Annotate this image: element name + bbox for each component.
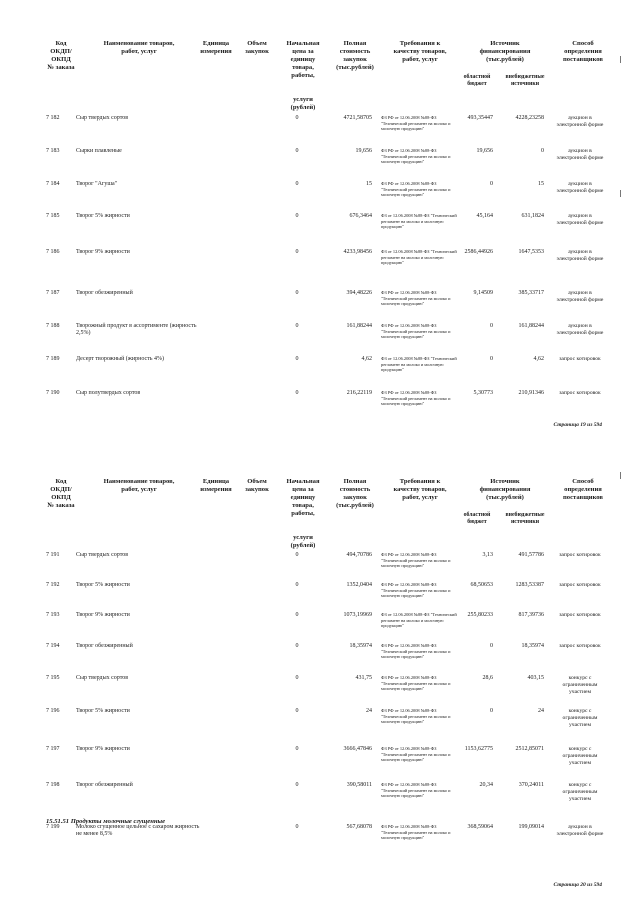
row-requirements: ФЗ РФ от 12.06.2008 №88-ФЗ "Технический регламент на молоко и молочную продукцию" <box>381 290 451 307</box>
header-financing-regional: областной бюджет <box>463 512 491 525</box>
row-method: аукцион в электронной форме <box>556 148 604 161</box>
row-cost: 567,68078 <box>346 824 372 830</box>
row-requirements: ФЗ РФ от 12.06.2008 №88-ФЗ "Технический регламент на молоко и молочную продукцию" <box>381 323 451 340</box>
row-code: 7 187 <box>46 290 60 296</box>
row-name: Десерт творожный (жирность 4%) <box>76 356 165 362</box>
header-method: Способ определения поставщиков <box>563 478 603 501</box>
row-requirements: ФЗ РФ от 12.06.2008 №88-ФЗ "Технический регламент на молоко и молочную продукцию" <box>381 115 451 132</box>
header-financing: Источник финансирования (тыс.рублей) <box>479 478 531 501</box>
row-regional-budget: 68,50653 <box>470 582 493 588</box>
row-regional-budget: 5,30773 <box>473 390 493 396</box>
row-code: 7 197 <box>46 746 60 752</box>
row-regional-budget: 20,34 <box>479 782 493 788</box>
row-cost: 676,3464 <box>349 213 372 219</box>
row-method: запрос котировок <box>559 390 601 396</box>
row-requirements: ФЗ РФ от 12.06.2008 №88-ФЗ "Технический регламент на молоко и молочную продукцию" <box>381 675 451 692</box>
row-cost: 431,75 <box>355 675 372 681</box>
scan-mark <box>620 472 621 479</box>
header-financing-extra: внебюджетные источники <box>505 512 545 525</box>
row-cost: 216,22119 <box>346 390 372 396</box>
row-name: Творог 5% жирности <box>76 213 130 219</box>
document-page-20 <box>0 440 640 905</box>
row-method: аукцион в электронной форме <box>556 323 604 336</box>
row-requirements: ФЗ РФ от 12.06.2008 №88-ФЗ "Технический регламент на молоко и молочную продукцию" <box>381 824 451 841</box>
header-financing-extra: внебюджетные источники <box>505 74 545 87</box>
row-code: 7 185 <box>46 213 60 219</box>
row-regional-budget: 0 <box>490 323 493 329</box>
row-extra-budget: 491,57786 <box>518 552 544 558</box>
header-name: Наименование товаров, работ, услуг <box>103 40 175 55</box>
row-extra-budget: 0 <box>541 148 544 154</box>
header-method: Способ определения поставщиков <box>563 40 603 63</box>
header-cost: Полная стоимость закупок (тыс.рублей) <box>336 478 374 509</box>
row-code: 7 199 <box>46 824 60 830</box>
row-name: Сыр твердых сортов <box>76 675 129 681</box>
row-price: 0 <box>295 552 299 558</box>
row-method: аукцион в электронной форме <box>556 115 604 128</box>
row-price: 0 <box>295 675 299 681</box>
row-cost: 19,656 <box>355 148 372 154</box>
header-volume: Объем закупок <box>245 478 269 493</box>
row-method: запрос котировок <box>559 582 601 588</box>
header-price: Начальная цена за единицу товара, работы, <box>286 478 320 517</box>
row-cost: 161,88244 <box>346 323 372 329</box>
row-method: аукцион в электронной форме <box>556 181 604 194</box>
row-requirements: ФЗ от 12.06.2008 №88-ФЗ "Технический регламент на молоко и молочную продукцию" <box>381 356 457 373</box>
row-method: конкурс с ограниченным участием <box>562 782 598 802</box>
row-price: 0 <box>295 708 299 714</box>
row-method: аукцион в электронной форме <box>556 290 604 303</box>
row-requirements: ФЗ РФ от 12.06.2008 №88-ФЗ "Технический регламент на молоко и молочную продукцию" <box>381 181 451 198</box>
row-price: 0 <box>295 249 299 255</box>
row-name: Творог обезжиренный <box>76 643 133 649</box>
row-price: 0 <box>295 323 299 329</box>
row-extra-budget: 817,39736 <box>518 612 544 618</box>
row-cost: 390,58011 <box>346 782 372 788</box>
row-name: Творог обезжиренный <box>76 782 133 788</box>
row-requirements: ФЗ от 12.06.2008 №88-ФЗ "Технический регламент на молоко и молочную продукцию" <box>381 213 457 230</box>
header-volume: Объем закупок <box>245 40 269 55</box>
row-method: запрос котировок <box>559 612 601 618</box>
row-extra-budget: 18,35974 <box>521 643 544 649</box>
row-regional-budget: 0 <box>490 708 493 714</box>
row-cost: 4721,58705 <box>343 115 372 121</box>
row-code: 7 182 <box>46 115 60 121</box>
row-method: конкурс с ограниченным участием <box>562 675 598 695</box>
row-extra-budget: 1283,53387 <box>515 582 544 588</box>
row-requirements: ФЗ РФ от 12.06.2008 №88-ФЗ "Технический регламент на молоко и молочную продукцию" <box>381 582 451 599</box>
row-method: аукцион в электронной форме <box>556 249 604 262</box>
row-price: 0 <box>295 181 299 187</box>
row-regional-budget: 0 <box>490 181 493 187</box>
section-heading: 15.51.51 Продукты молочные сгущенные <box>46 818 166 825</box>
header-price-sub: услуги (рублей) <box>290 96 316 111</box>
row-name: Творог "Агуша" <box>76 181 118 187</box>
row-requirements: ФЗ РФ от 12.06.2008 №88-ФЗ "Технический регламент на молоко и молочную продукцию" <box>381 148 451 165</box>
row-code: 7 193 <box>46 612 60 618</box>
row-method: запрос котировок <box>559 552 601 558</box>
row-regional-budget: 255,80233 <box>467 612 493 618</box>
header-code: Код ОКДП/ ОКПД № заказа <box>47 478 75 509</box>
row-method: запрос котировок <box>559 643 601 649</box>
header-financing: Источник финансирования (тыс.рублей) <box>479 40 531 63</box>
row-code: 7 195 <box>46 675 60 681</box>
row-regional-budget: 0 <box>490 643 493 649</box>
row-code: 7 196 <box>46 708 60 714</box>
header-code: Код ОКДП/ ОКПД № заказа <box>47 40 75 71</box>
row-requirements: ФЗ от 12.06.2008 №88-ФЗ "Технический регламент на молоко и молочную продукцию" <box>381 249 457 266</box>
row-name: Творог 5% жирности <box>76 582 130 588</box>
row-price: 0 <box>295 824 299 830</box>
row-regional-budget: 368,59064 <box>467 824 493 830</box>
row-cost: 1352,0404 <box>346 582 372 588</box>
row-regional-budget: 9,14509 <box>473 290 493 296</box>
scan-mark <box>620 190 621 197</box>
row-extra-budget: 385,33717 <box>518 290 544 296</box>
row-code: 7 186 <box>46 249 60 255</box>
header-requirements: Требования к качеству товаров, работ, услуг <box>393 478 447 501</box>
row-regional-budget: 2586,44926 <box>464 249 493 255</box>
row-method: аукцион в электронной форме <box>556 213 604 226</box>
row-name: Творог 9% жирности <box>76 612 130 618</box>
row-regional-budget: 1153,62775 <box>464 746 493 752</box>
row-code: 7 183 <box>46 148 60 154</box>
row-method: конкурс с ограниченным участием <box>562 746 598 766</box>
row-extra-budget: 631,1824 <box>521 213 544 219</box>
row-extra-budget: 15 <box>538 181 544 187</box>
header-requirements: Требования к качеству товаров, работ, услуг <box>393 40 447 63</box>
row-regional-budget: 45,164 <box>476 213 493 219</box>
row-code: 7 191 <box>46 552 60 558</box>
row-extra-budget: 403,15 <box>527 675 544 681</box>
row-regional-budget: 0 <box>490 356 493 362</box>
header-unit: Единица измерения <box>200 40 232 55</box>
row-cost: 494,70786 <box>346 552 372 558</box>
row-price: 0 <box>295 643 299 649</box>
row-code: 7 198 <box>46 782 60 788</box>
row-extra-budget: 24 <box>538 708 544 714</box>
row-name: Сырки плавленые <box>76 148 122 154</box>
row-extra-budget: 210,91346 <box>518 390 544 396</box>
header-price: Начальная цена за единицу товара, работы, <box>286 40 320 79</box>
row-requirements: ФЗ РФ от 12.06.2008 №88-ФЗ "Технический регламент на молоко и молочную продукцию" <box>381 552 451 569</box>
row-name: Творожный продукт в ассортименте (жирность 2,5%) <box>76 323 197 336</box>
scan-mark <box>620 56 621 63</box>
document-page-19 <box>0 0 640 440</box>
row-cost: 1073,19969 <box>343 612 372 618</box>
row-price: 0 <box>295 356 299 362</box>
row-name: Творог обезжиренный <box>76 290 133 296</box>
row-price: 0 <box>295 390 299 396</box>
row-price: 0 <box>295 782 299 788</box>
row-price: 0 <box>295 290 299 296</box>
header-financing-regional: областной бюджет <box>463 74 491 87</box>
row-extra-budget: 199,09014 <box>518 824 544 830</box>
row-cost: 394,48226 <box>346 290 372 296</box>
row-code: 7 188 <box>46 323 60 329</box>
row-name: Творог 5% жирности <box>76 708 130 714</box>
row-price: 0 <box>295 213 299 219</box>
row-name: Сыр твердых сортов <box>76 115 129 121</box>
row-price: 0 <box>295 746 299 752</box>
row-price: 0 <box>295 115 299 121</box>
row-name: Сыр твердых сортов <box>76 552 129 558</box>
row-regional-budget: 28,6 <box>482 675 493 681</box>
row-extra-budget: 4,62 <box>533 356 544 362</box>
row-code: 7 192 <box>46 582 60 588</box>
row-name: Творог 9% жирности <box>76 249 130 255</box>
row-code: 7 184 <box>46 181 60 187</box>
row-extra-budget: 370,24011 <box>518 782 544 788</box>
header-cost: Полная стоимость закупок (тыс.рублей) <box>336 40 374 71</box>
row-name: Творог 9% жирности <box>76 746 130 752</box>
row-extra-budget: 1647,5353 <box>518 249 544 255</box>
row-requirements: ФЗ РФ от 12.06.2008 №88-ФЗ "Технический регламент на молоко и молочную продукцию" <box>381 643 451 660</box>
row-code: 7 190 <box>46 390 60 396</box>
row-price: 0 <box>295 582 299 588</box>
row-regional-budget: 493,35447 <box>467 115 493 121</box>
row-method: конкурс с ограниченным участием <box>562 708 598 728</box>
row-code: 7 194 <box>46 643 60 649</box>
row-name: Молоко сгущенное цельное с сахаром жирность не менее 8,5% <box>76 824 200 837</box>
row-cost: 24 <box>366 708 372 714</box>
row-method: запрос котировок <box>559 356 601 362</box>
row-price: 0 <box>295 148 299 154</box>
row-requirements: ФЗ РФ от 12.06.2008 №88-ФЗ "Технический регламент на молоко и молочную продукцию" <box>381 746 451 763</box>
row-requirements: ФЗ РФ от 12.06.2008 №88-ФЗ "Технический регламент на молоко и молочную продукцию" <box>381 782 451 799</box>
row-regional-budget: 19,656 <box>476 148 493 154</box>
row-cost: 15 <box>366 181 372 187</box>
page-number: Страница 19 из 594 <box>553 422 602 428</box>
header-unit: Единица измерения <box>200 478 232 493</box>
row-name: Сыр полутвердых сортов <box>76 390 141 396</box>
row-requirements: ФЗ от 12.06.2008 №88-ФЗ "Технический регламент на молоко и молочную продукцию" <box>381 612 457 629</box>
row-extra-budget: 2512,85071 <box>515 746 544 752</box>
row-regional-budget: 3,13 <box>482 552 493 558</box>
header-name: Наименование товаров, работ, услуг <box>103 478 175 493</box>
row-requirements: ФЗ РФ от 12.06.2008 №88-ФЗ "Технический регламент на молоко и молочную продукцию" <box>381 390 451 407</box>
row-requirements: ФЗ РФ от 12.06.2008 №88-ФЗ "Технический регламент на молоко и молочную продукцию" <box>381 708 451 725</box>
row-extra-budget: 161,88244 <box>518 323 544 329</box>
row-cost: 4233,98456 <box>343 249 372 255</box>
row-cost: 4,62 <box>361 356 372 362</box>
row-method: аукцион в электронной форме <box>556 824 604 837</box>
row-extra-budget: 4228,23258 <box>515 115 544 121</box>
row-code: 7 189 <box>46 356 60 362</box>
row-cost: 18,35974 <box>349 643 372 649</box>
header-price-sub: услуги (рублей) <box>290 534 316 549</box>
row-cost: 3666,47846 <box>343 746 372 752</box>
row-price: 0 <box>295 612 299 618</box>
page-number: Страница 20 из 594 <box>553 882 602 888</box>
